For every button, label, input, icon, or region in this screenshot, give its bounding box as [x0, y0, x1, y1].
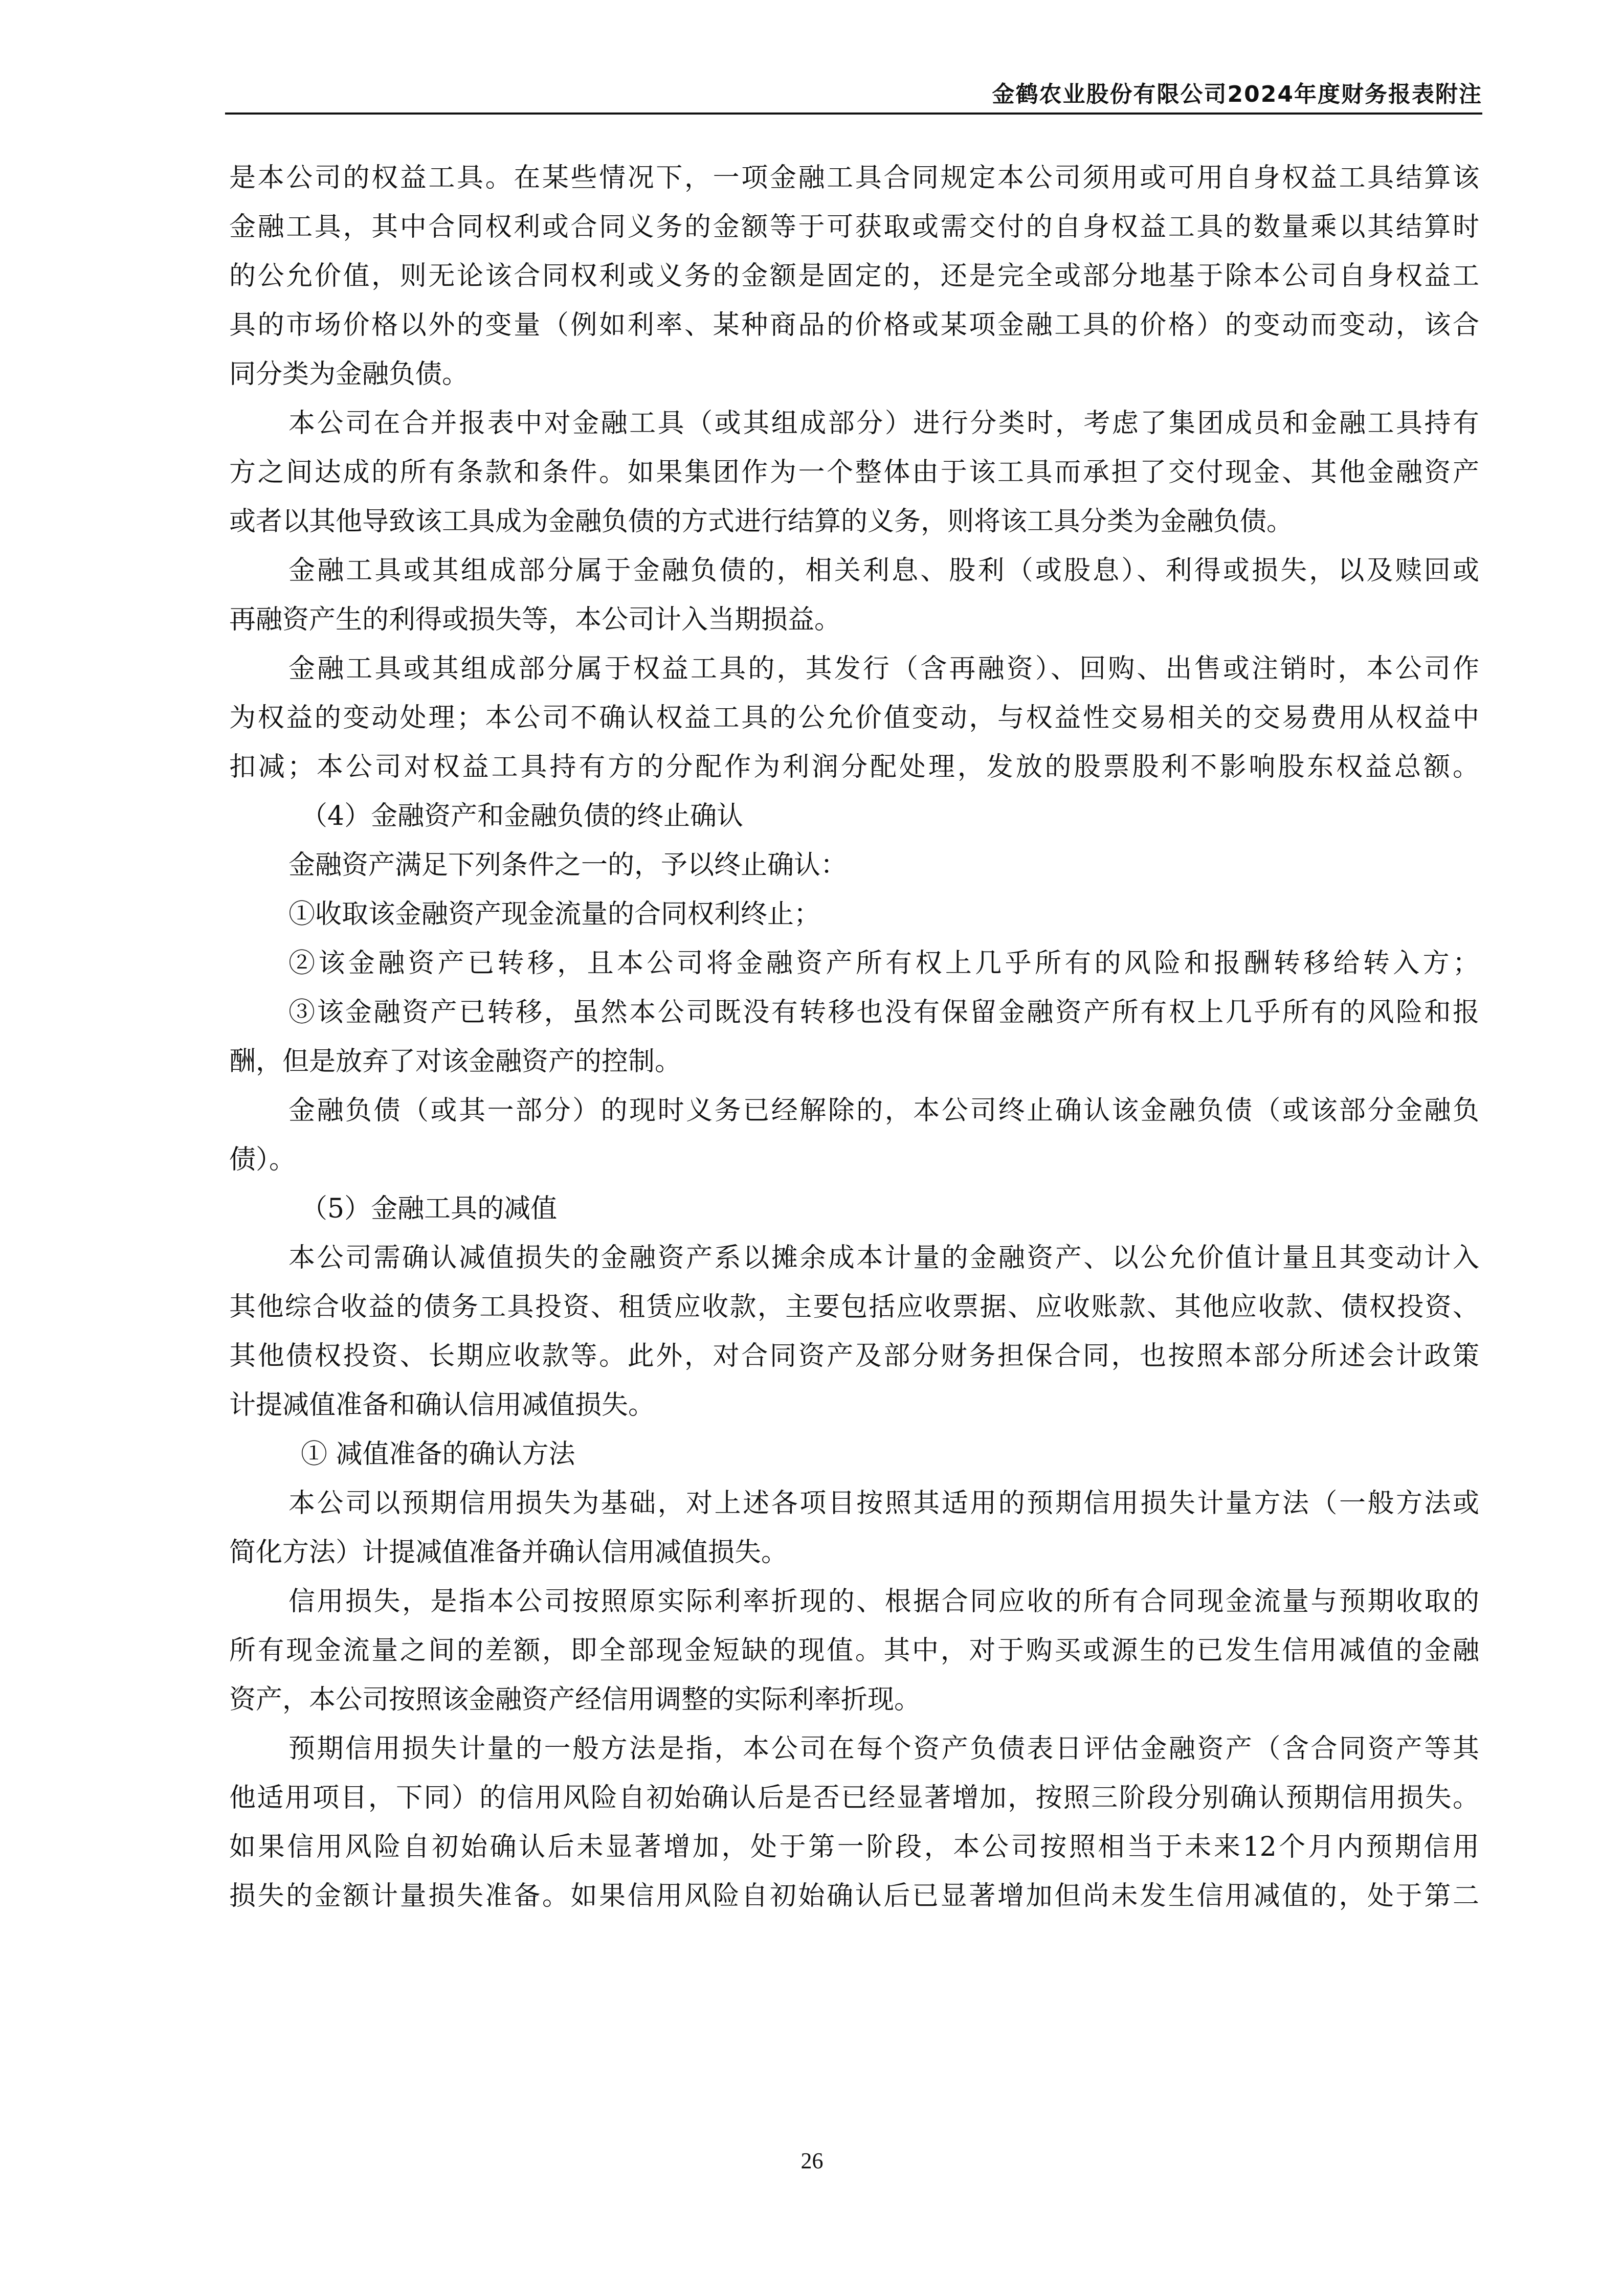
- text-line: 方之间达成的所有条款和条件。如果集团作为一个整体由于该工具而承担了交付现金、其他金融资产: [229, 457, 1479, 488]
- text-line: 是本公司的权益工具。在某些情况下，一项金融工具合同规定本公司须用或可用自身权益工具结算该: [229, 163, 1479, 193]
- text-line: 或者以其他导致该工具成为金融负债的方式进行结算的义务，则将该工具分类为金融负债。: [229, 506, 1294, 537]
- text-line: 扣减；本公司对权益工具持有方的分配作为利润分配处理，发放的股票股利不影响股东权益总额。: [229, 752, 1479, 782]
- subsection-heading: ① 减值准备的确认方法: [301, 1439, 575, 1470]
- text-line: 金融工具，其中合同权利或合同义务的金额等于可获取或需交付的自身权益工具的数量乘以其结算时: [229, 212, 1479, 242]
- header-title: 金鹤农业股份有限公司2024年度财务报表附注: [992, 81, 1482, 107]
- list-item: ①收取该金融资产现金流量的合同权利终止；: [288, 899, 821, 930]
- text-line: 其他债权投资、长期应收款等。此外，对合同资产及部分财务担保合同，也按照本部分所述会计政策: [229, 1341, 1479, 1371]
- text-line: 金融负债（或其一部分）的现时义务已经解除的，本公司终止确认该金融负债（或该部分金融负: [288, 1095, 1479, 1126]
- list-item: ③该金融资产已转移，虽然本公司既没有转移也没有保留金融资产所有权上几乎所有的风险和报: [288, 997, 1479, 1028]
- text-line: 同分类为金融负债。: [229, 359, 469, 390]
- text-line: 为权益的变动处理；本公司不确认权益工具的公允价值变动，与权益性交易相关的交易费用从权益中: [229, 703, 1479, 733]
- text-line: 其他综合收益的债务工具投资、租赁应收款，主要包括应收票据、应收账款、其他应收款、债权投资、: [229, 1292, 1479, 1322]
- text-line: 债）。: [229, 1144, 296, 1175]
- text-line: 的公允价值，则无论该合同权利或义务的金额是固定的，还是完全或部分地基于除本公司自身权益工: [229, 261, 1479, 291]
- text-line: 本公司需确认减值损失的金融资产系以摊余成本计量的金融资产、以公允价值计量且其变动计入: [288, 1243, 1479, 1273]
- text-line: 计提减值准备和确认信用减值损失。: [229, 1390, 655, 1421]
- text-line: 资产，本公司按照该金融资产经信用调整的实际利率折现。: [229, 1684, 921, 1715]
- document-body: [229, 153, 1479, 1921]
- text-line: 金融资产满足下列条件之一的，予以终止确认：: [288, 850, 848, 881]
- page-number: 26: [800, 2148, 824, 2173]
- text-line: 本公司在合并报表中对金融工具（或其组成部分）进行分类时，考虑了集团成员和金融工具持有: [288, 408, 1479, 439]
- list-item: ②该金融资产已转移，且本公司将金融资产所有权上几乎所有的风险和报酬转移给转入方；: [288, 948, 1479, 979]
- text-line: 信用损失，是指本公司按照原实际利率折现的、根据合同应收的所有合同现金流量与预期收取的: [288, 1586, 1479, 1617]
- page-header: [225, 72, 1482, 115]
- text-line: 再融资产生的利得或损失等，本公司计入当期损益。: [229, 604, 841, 635]
- text-line: 酬，但是放弃了对该金融资产的控制。: [229, 1046, 682, 1077]
- text-line: 预期信用损失计量的一般方法是指，本公司在每个资产负债表日评估金融资产（含合同资产等其: [288, 1734, 1479, 1764]
- section-heading: （4）金融资产和金融负债的终止确认: [301, 801, 744, 831]
- text-line: 他适用项目，下同）的信用风险自初始确认后是否已经显著增加，按照三阶段分别确认预期信用损失。: [229, 1783, 1479, 1813]
- text-line: 金融工具或其组成部分属于金融负债的，相关利息、股利（或股息）、利得或损失，以及赎回或: [288, 555, 1479, 586]
- text-line: 如果信用风险自初始确认后未显著增加，处于第一阶段，本公司按照相当于未来12个月内预期信用: [229, 1832, 1479, 1862]
- text-line: 金融工具或其组成部分属于权益工具的，其发行（含再融资）、回购、出售或注销时，本公司作: [288, 654, 1479, 684]
- text-line: 所有现金流量之间的差额，即全部现金短缺的现值。其中，对于购买或源生的已发生信用减值的金融: [229, 1635, 1479, 1666]
- text-line: 简化方法）计提减值准备并确认信用减值损失。: [229, 1537, 788, 1568]
- text-line: 损失的金额计量损失准备。如果信用风险自初始确认后已显著增加但尚未发生信用减值的，处于第二: [229, 1881, 1479, 1911]
- text-line: 具的市场价格以外的变量（例如利率、某种商品的价格或某项金融工具的价格）的变动而变动，该合: [229, 310, 1479, 341]
- text-line: 本公司以预期信用损失为基础，对上述各项目按照其适用的预期信用损失计量方法（一般方法或: [288, 1488, 1479, 1519]
- section-heading: （5）金融工具的减值: [301, 1194, 558, 1224]
